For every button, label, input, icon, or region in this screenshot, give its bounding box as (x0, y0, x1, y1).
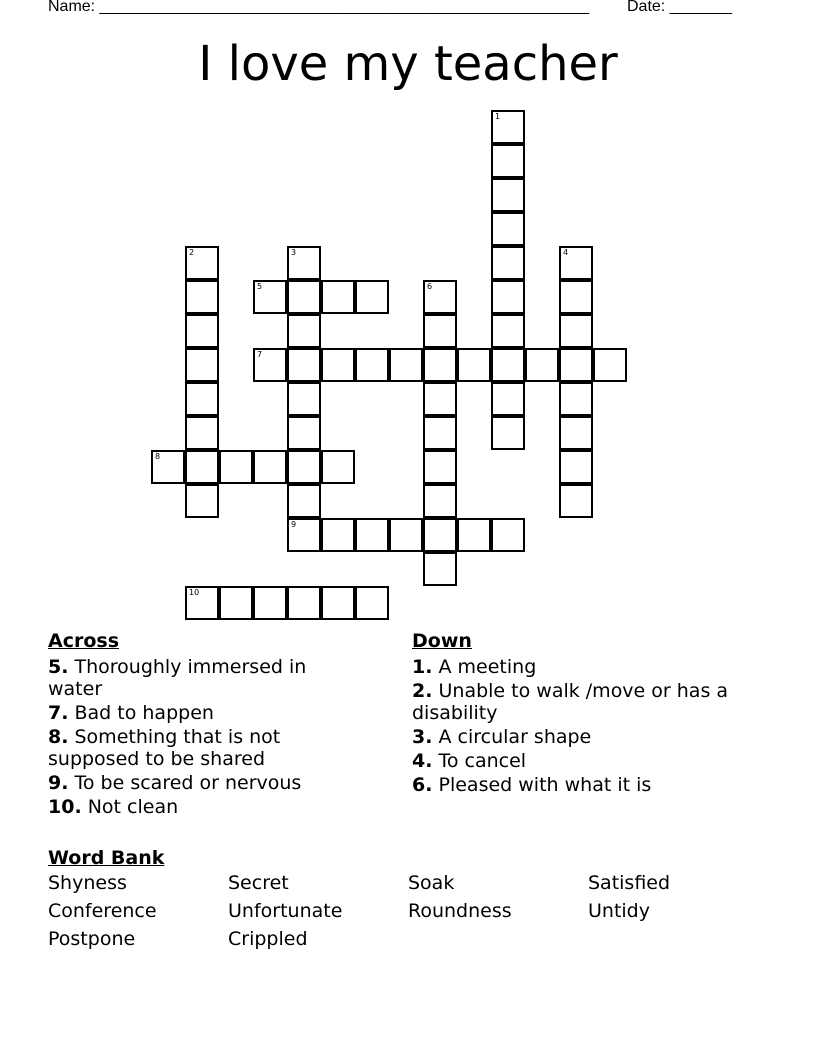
page-title: I love my teacher (198, 36, 618, 92)
crossword-cell (389, 518, 423, 552)
crossword-cell (355, 348, 389, 382)
word-bank-list (48, 872, 768, 950)
cell-number: 6 (427, 282, 433, 291)
crossword-cell (287, 450, 321, 484)
clue-number: 8. (48, 726, 69, 748)
crossword-cell (423, 280, 457, 314)
word-bank-item: Conference (48, 900, 157, 922)
crossword-cell (287, 518, 321, 552)
clue-down-3 (412, 726, 752, 748)
word-bank-item: Soak (408, 872, 455, 894)
crossword-cell (151, 450, 185, 484)
clue-down-6 (412, 774, 752, 796)
crossword-cell (287, 314, 321, 348)
down-heading: Down (412, 630, 472, 652)
name-field: Name: _______________________________________________________ (48, 0, 589, 15)
clue-number: 10. (48, 796, 82, 818)
crossword-cell (253, 586, 287, 620)
clue-number: 3. (412, 726, 433, 748)
crossword-cell (185, 246, 219, 280)
word-bank-item: Roundness (408, 900, 512, 922)
crossword-cell (185, 416, 219, 450)
crossword-cell (525, 348, 559, 382)
word-bank-item: Shyness (48, 872, 127, 894)
cell-number: 3 (291, 248, 297, 257)
crossword-cell (219, 586, 253, 620)
crossword-cell (185, 586, 219, 620)
crossword-cell (423, 552, 457, 586)
cell-number: 2 (189, 248, 195, 257)
word-bank-item: Postpone (48, 928, 136, 950)
word-bank-item: Untidy (588, 900, 650, 922)
word-bank-heading: Word Bank (48, 847, 165, 869)
crossword-cell (287, 246, 321, 280)
crossword-cell (559, 450, 593, 484)
clue-number: 9. (48, 772, 69, 794)
clue-text: A circular shape (438, 726, 592, 748)
crossword-cell (185, 314, 219, 348)
crossword-cell (457, 518, 491, 552)
crossword-cell (253, 450, 287, 484)
crossword-cell (389, 348, 423, 382)
clue-text: Not clean (87, 796, 179, 818)
word-bank-item: Crippled (228, 928, 308, 950)
clue-down-2 (412, 680, 752, 724)
crossword-cell (423, 416, 457, 450)
word-bank-item: Satisfied (588, 872, 671, 894)
clue-text: A meeting (438, 656, 537, 678)
crossword-cell (559, 280, 593, 314)
cell-number: 7 (257, 350, 263, 359)
word-bank (48, 846, 768, 950)
clue-number: 1. (412, 656, 433, 678)
crossword-cell (491, 280, 525, 314)
crossword-cell (253, 348, 287, 382)
clue-number: 6. (412, 774, 433, 796)
clue-down-4 (412, 750, 752, 772)
clue-across-5 (48, 656, 363, 700)
crossword-cell (355, 586, 389, 620)
crossword-cell (559, 416, 593, 450)
crossword-cell (321, 518, 355, 552)
clue-text: To be scared or nervous (74, 772, 302, 794)
crossword-cell (355, 518, 389, 552)
crossword-cell (287, 416, 321, 450)
clue-across-10 (48, 796, 363, 818)
crossword-cell (287, 382, 321, 416)
crossword-cell (423, 314, 457, 348)
crossword-cell (355, 280, 389, 314)
crossword-cell (559, 484, 593, 518)
cell-number: 4 (563, 248, 569, 257)
crossword-cell (491, 416, 525, 450)
crossword-cell (321, 450, 355, 484)
crossword-cell (559, 246, 593, 280)
clue-across-8 (48, 726, 363, 770)
clue-text: Something that is not supposed to be shared (48, 726, 281, 770)
crossword-cell (491, 314, 525, 348)
clue-number: 4. (412, 750, 433, 772)
crossword-cell (321, 348, 355, 382)
clue-text: Thoroughly immersed in water (48, 656, 307, 700)
crossword-cell (423, 484, 457, 518)
crossword-cell (491, 178, 525, 212)
date-field: Date: _______ (627, 0, 732, 15)
clue-down-1 (412, 656, 752, 678)
crossword-cell (321, 280, 355, 314)
crossword-cell (457, 348, 491, 382)
crossword-cell (491, 212, 525, 246)
crossword-cell (287, 484, 321, 518)
crossword-cell (491, 110, 525, 144)
word-bank-item: Unfortunate (228, 900, 343, 922)
crossword-cell (491, 144, 525, 178)
clue-across-7 (48, 702, 363, 724)
clue-text: Pleased with what it is (438, 774, 652, 796)
crossword-cell (593, 348, 627, 382)
crossword-cell (321, 586, 355, 620)
crossword-cell (219, 450, 253, 484)
clue-number: 5. (48, 656, 69, 678)
word-bank-item: Secret (228, 872, 289, 894)
crossword-cell (185, 382, 219, 416)
crossword-cell (491, 382, 525, 416)
crossword-cell (491, 518, 525, 552)
clue-text: To cancel (438, 750, 527, 772)
cell-number: 5 (257, 282, 263, 291)
crossword-cell (423, 518, 457, 552)
clue-across-9 (48, 772, 363, 794)
cell-number: 1 (495, 112, 501, 121)
crossword-cell (559, 382, 593, 416)
crossword-cell (423, 382, 457, 416)
across-heading: Across (48, 630, 120, 652)
crossword-cell (185, 280, 219, 314)
clue-text: Bad to happen (74, 702, 214, 724)
crossword-cell (423, 348, 457, 382)
crossword-cell (287, 280, 321, 314)
crossword-cell (185, 484, 219, 518)
crossword-cell (491, 246, 525, 280)
crossword-cell (559, 314, 593, 348)
crossword-cell (287, 586, 321, 620)
clue-number: 2. (412, 680, 433, 702)
crossword-cell (559, 348, 593, 382)
across-clues (48, 630, 363, 820)
down-clues (412, 630, 752, 798)
cell-number: 10 (189, 588, 200, 597)
crossword-cell (287, 348, 321, 382)
clue-number: 7. (48, 702, 69, 724)
crossword-cell (423, 450, 457, 484)
cell-number: 9 (291, 520, 297, 529)
crossword-cell (491, 348, 525, 382)
crossword-cell (185, 348, 219, 382)
crossword-cell (253, 280, 287, 314)
crossword-cell (185, 450, 219, 484)
clue-text: Unable to walk /move or has a disability (412, 680, 729, 724)
cell-number: 8 (155, 452, 161, 461)
